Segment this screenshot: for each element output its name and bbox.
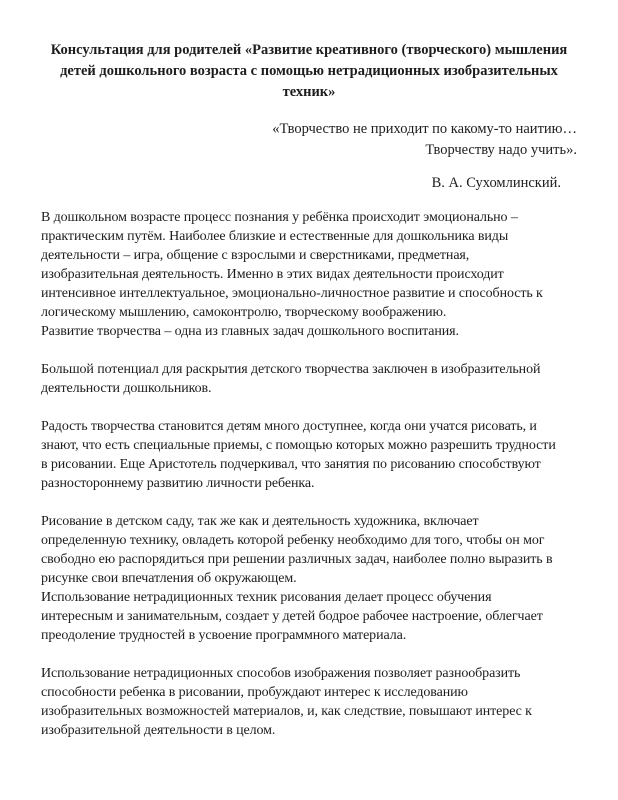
- text-line: В дошкольном возрасте процесс познания у ребёнка происходит эмоционально –: [41, 210, 518, 225]
- epigraph: [41, 119, 577, 161]
- text-line: Консультация для родителей «Развитие креативного (творческого) мышления: [50, 42, 568, 58]
- paragraph: [41, 417, 577, 493]
- text-line: определенную технику, овладеть которой ребенку необходимо для того, чтобы он мог: [41, 533, 545, 548]
- text-line: Использование нетрадиционных техник рисования делает процесс обучения: [41, 590, 492, 605]
- text-line: изобразительной деятельности в целом.: [41, 723, 276, 738]
- text-line: Использование нетрадиционных способов изображения позволяет разнообразить: [41, 666, 521, 681]
- text-line: в рисовании. Еще Аристотель подчеркивал, что занятия по рисованию способствуют: [41, 457, 541, 472]
- paragraph: [41, 664, 577, 740]
- text-line: деятельности дошкольников.: [41, 381, 212, 396]
- text-line: изобразительная деятельность. Именно в этих видах деятельности происходит: [41, 267, 504, 282]
- document-body: [41, 208, 577, 740]
- text-line: Радость творчества становится детям много доступнее, когда они учатся рисовать, и: [41, 419, 537, 434]
- text-line: Развитие творчества – одна из главных задач дошкольного воспитания.: [41, 324, 459, 339]
- text-line: разностороннему развитию личности ребенка.: [41, 476, 315, 491]
- text-line: свободно ею распорядиться при решении различных задач, наиболее полно выразить в: [41, 552, 553, 567]
- text-line: Большой потенциал для раскрытия детского творчества заключен в изобразительной: [41, 362, 541, 377]
- text-line: интересным и занимательным, создает у детей бодрое рабочее настроение, облегчает: [41, 609, 543, 624]
- paragraph: [41, 208, 577, 341]
- text-line: «Творчество не приходит по какому-то наитию…: [272, 121, 577, 137]
- text-line: знают, что есть специальные приемы, с помощью которых можно разрешить трудности: [41, 438, 556, 453]
- text-line: интенсивное интеллектуальное, эмоционально-личностное развитие и способность к: [41, 286, 543, 301]
- text-line: техник»: [282, 84, 336, 100]
- document-title: [41, 40, 577, 103]
- text-line: Творчеству надо учить».: [425, 142, 577, 158]
- paragraph: [41, 360, 577, 398]
- text-line: преодоление трудностей в усвоение программного материала.: [41, 628, 407, 643]
- text-line: изобразительных возможностей материалов, и, как следствие, повышают интерес к: [41, 704, 532, 719]
- text-line: логическому мышлению, самоконтролю, творческому воображению.: [41, 305, 447, 320]
- text-line: практическим путём. Наиболее близкие и естественные для дошкольника виды: [41, 229, 509, 244]
- text-line: рисунке свои впечатления об окружающем.: [41, 571, 297, 586]
- text-line: деятельности – игра, общение с взрослыми и сверстниками, предметная,: [41, 248, 470, 263]
- text-line: способности ребенка в рисовании, пробуждают интерес к исследованию: [41, 685, 468, 700]
- text-line: детей дошкольного возраста с помощью нетрадиционных изобразительных: [60, 63, 558, 79]
- attribution: В. А. Сухомлинский.: [431, 175, 561, 191]
- paragraph: [41, 512, 577, 645]
- text-line: Рисование в детском саду, так же как и деятельность художника, включает: [41, 514, 479, 529]
